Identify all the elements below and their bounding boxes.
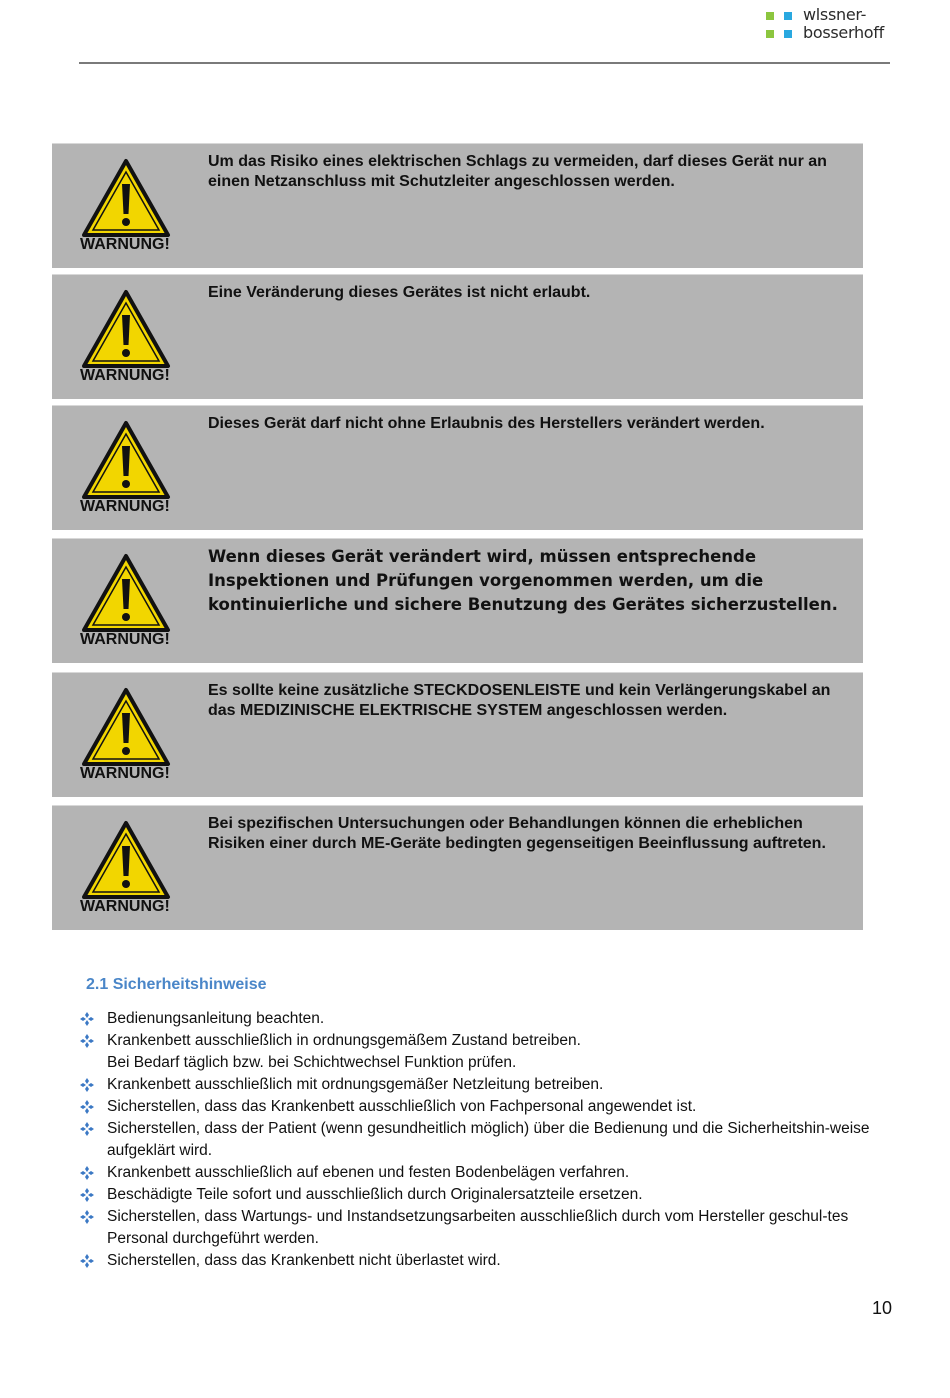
list-item — [80, 1118, 870, 1162]
warning-box — [52, 143, 863, 268]
warning-triangle-icon — [81, 289, 171, 369]
warning-label: WARNUNG! — [80, 765, 170, 782]
list-item-text: Sicherstellen, dass das Krankenbett ausschließlich von Fachpersonal angewendet ist. — [107, 1098, 697, 1115]
warning-text: Wenn dieses Gerät verändert wird, müssen entsprechende Inspektionen und Prüfungen vorgenommen werden, um die kontinuierliche und sichere Benutzung des Gerätes sicherzustellen. — [208, 547, 838, 614]
diamond-bullet-icon — [80, 1012, 94, 1026]
warning-text: Es sollte keine zusätzliche STECKDOSENLEISTE und kein Verlängerungskabel an das MEDIZINISCHE ELEKTRISCHE SYSTEM angeschlossen werden. — [208, 682, 831, 719]
diamond-bullet-icon — [80, 1122, 94, 1136]
page-number: 10 — [872, 1298, 893, 1318]
logo-square-icon — [766, 12, 774, 20]
header-divider — [79, 62, 890, 64]
list-item-text: Krankenbett ausschließlich mit ordnungsgemäßer Netzleitung betreiben. — [107, 1076, 604, 1093]
list-item — [80, 1096, 870, 1118]
diamond-bullet-icon — [80, 1078, 94, 1092]
diamond-bullet-icon — [80, 1034, 94, 1048]
logo-text — [803, 6, 884, 42]
warning-triangle-icon — [81, 820, 171, 900]
list-item — [80, 1184, 870, 1206]
warning-text: Dieses Gerät darf nicht ohne Erlaubnis des Herstellers verändert werden. — [208, 415, 765, 432]
warning-label: WARNUNG! — [80, 498, 170, 515]
list-item — [80, 1030, 870, 1052]
list-item — [80, 1206, 870, 1250]
warning-triangle-icon — [81, 687, 171, 767]
diamond-bullet-icon — [80, 1166, 94, 1180]
diamond-bullet-icon — [80, 1188, 94, 1202]
diamond-bullet-icon — [80, 1254, 94, 1268]
diamond-bullet-icon — [80, 1210, 94, 1224]
list-item — [80, 1074, 870, 1096]
list-item-text: Sicherstellen, dass der Patient (wenn gesundheitlich möglich) über die Bedienung und die Sicherheitshin-weise aufgeklärt wird. — [107, 1120, 870, 1159]
logo-line-2: bosserhoff — [803, 23, 884, 42]
list-item-text: Beschädigte Teile sofort und ausschließlich durch Originalersatzteile ersetzen. — [107, 1186, 643, 1203]
list-item — [80, 1008, 870, 1030]
logo-square-icon — [784, 12, 792, 20]
warning-triangle-icon — [81, 553, 171, 633]
warning-text: Bei spezifischen Untersuchungen oder Behandlungen können die erheblichen Risiken einer durch ME-Geräte bedingten gegenseitigen Beeinflussung auftreten. — [208, 815, 826, 852]
warning-text: Um das Risiko eines elektrischen Schlags zu vermeiden, darf dieses Gerät nur an einen Netzanschluss mit Schutzleiter angeschlossen werden. — [208, 153, 827, 190]
warning-triangle-icon — [81, 420, 171, 500]
list-item — [80, 1052, 870, 1074]
warning-box — [52, 805, 863, 930]
warning-box — [52, 405, 863, 530]
logo-square-icon — [766, 30, 774, 38]
company-logo — [766, 6, 896, 46]
list-item-text: Bei Bedarf täglich bzw. bei Schichtwechsel Funktion prüfen. — [107, 1054, 517, 1071]
diamond-bullet-icon — [80, 1100, 94, 1114]
list-item-text: Krankenbett ausschließlich auf ebenen und festen Bodenbelägen verfahren. — [107, 1164, 630, 1181]
logo-line-1: wlssner- — [803, 5, 867, 24]
warning-text: Eine Veränderung dieses Gerätes ist nicht erlaubt. — [208, 284, 591, 301]
warning-box — [52, 538, 863, 663]
warning-label: WARNUNG! — [80, 631, 170, 648]
warning-box — [52, 274, 863, 399]
warning-label: WARNUNG! — [80, 367, 170, 384]
list-item — [80, 1250, 870, 1272]
section-heading: 2.1 Sicherheitshinweise — [86, 976, 267, 993]
warning-triangle-icon — [81, 158, 171, 238]
warning-label: WARNUNG! — [80, 898, 170, 915]
safety-instructions-list — [80, 1008, 870, 1272]
logo-square-icon — [784, 30, 792, 38]
list-item-text: Bedienungsanleitung beachten. — [107, 1010, 325, 1027]
list-item-text: Krankenbett ausschließlich in ordnungsgemäßem Zustand betreiben. — [107, 1032, 581, 1049]
list-item-text: Sicherstellen, dass das Krankenbett nicht überlastet wird. — [107, 1252, 501, 1269]
list-item — [80, 1162, 870, 1184]
warning-box — [52, 672, 863, 797]
warning-label: WARNUNG! — [80, 236, 170, 253]
list-item-text: Sicherstellen, dass Wartungs- und Instandsetzungsarbeiten ausschließlich durch vom Hersteller geschul-tes Personal durchgeführt werden. — [107, 1208, 849, 1247]
